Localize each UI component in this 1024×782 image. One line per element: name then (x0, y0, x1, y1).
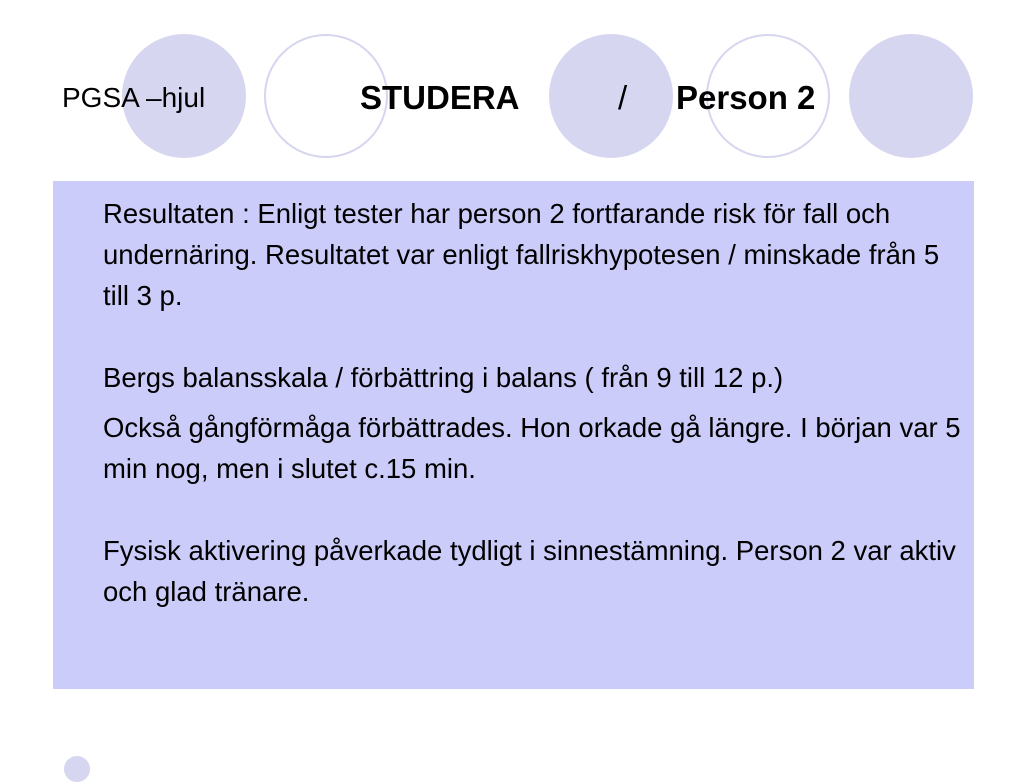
paragraph-gait: Också gångförmåga förbättrades. Hon orkade gå längre. I början var 5 min nog, men i slutet c.15 min. (103, 412, 961, 484)
slide-title-person: Person 2 (676, 79, 816, 116)
slide-title-separator: / (618, 79, 628, 116)
paragraph-activity: Fysisk aktivering påverkade tydligt i sinnestämning. Person 2 var aktiv och glad tränare. (103, 535, 956, 607)
slide-title-wheel: PGSA –hjul (62, 82, 206, 113)
content-box (53, 181, 974, 689)
decor-dot (64, 756, 90, 782)
paragraph-results: Resultaten : Enligt tester har person 2 fortfarande risk för fall och undernäring. Resultatet var enligt fallriskhypotesen / minskade från 5 till 3 p. (103, 198, 940, 311)
decor-circle-5 (849, 34, 973, 158)
paragraph-balance: Bergs balansskala / förbättring i balans ( från 9 till 12 p.) (103, 362, 784, 393)
slide-title-main: STUDERA (360, 79, 520, 116)
decor-circle-3 (549, 34, 673, 158)
